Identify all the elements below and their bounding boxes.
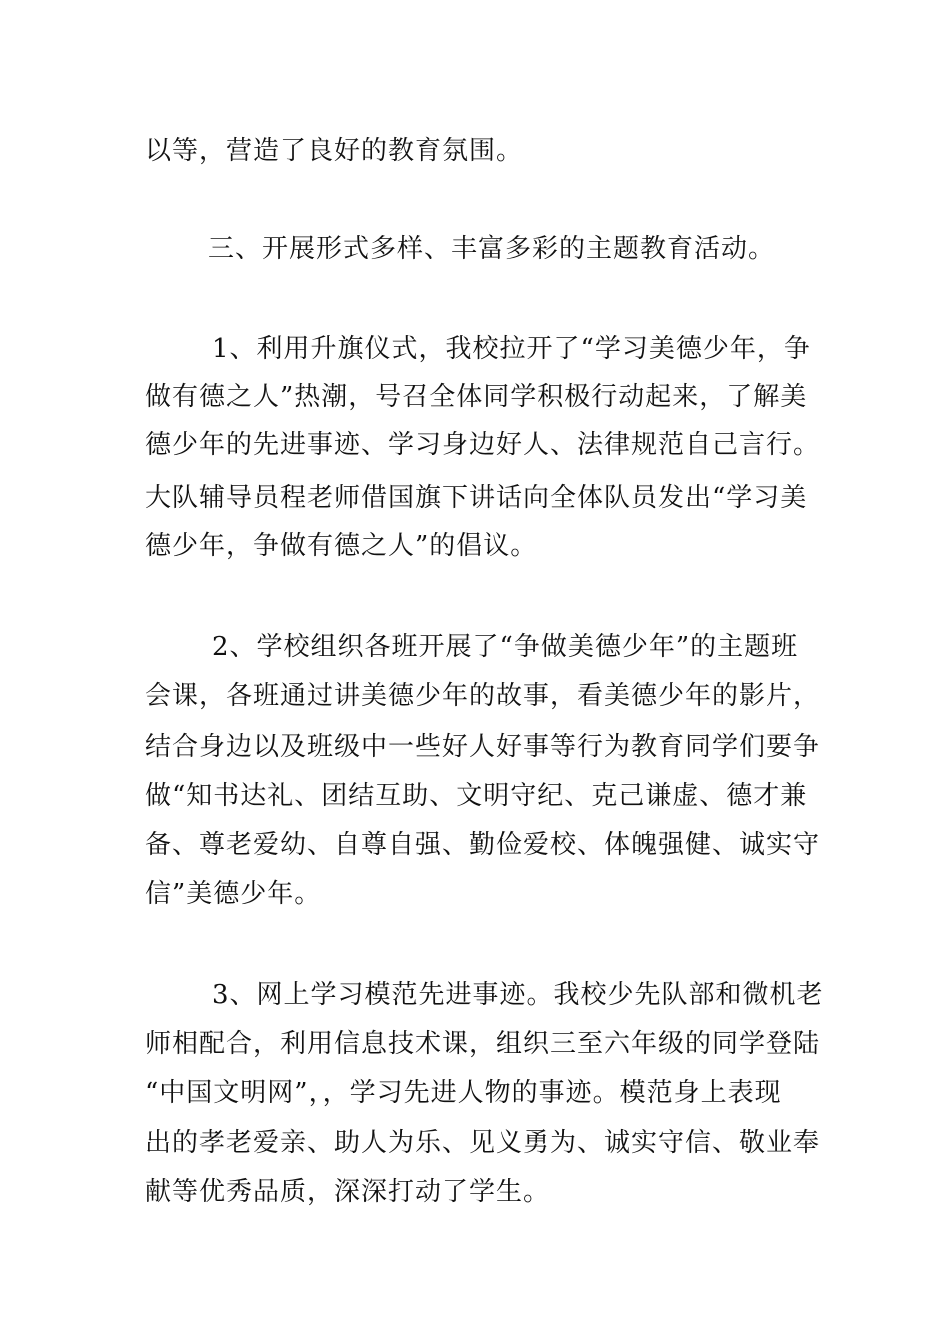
paragraph-line: 大队辅导员程老师借国旗下讲话向全体队员发出“学习美 — [145, 483, 808, 513]
paragraph-line: 师相配合，利用信息技术课，组织三至六年级的同学登陆 — [145, 1029, 821, 1059]
paragraph-line: 2、学校组织各班开展了“争做美德少年”的主题班 — [212, 632, 799, 662]
paragraph-line: 以等，营造了良好的教育氛围。 — [145, 136, 524, 166]
paragraph-line: “中国文明网”，，学习先进人物的事迹。模范身上表现 — [145, 1078, 782, 1108]
paragraph-line: 做有德之人”热潮，号召全体同学积极行动起来，了解美 — [145, 382, 808, 412]
paragraph-line: 会课，各班通过讲美德少年的故事，看美德少年的影片， — [145, 681, 821, 711]
section-heading: 三、开展形式多样、丰富多彩的主题教育活动。 — [208, 234, 776, 264]
paragraph-line: 信”美德少年。 — [145, 879, 322, 909]
paragraph-line: 献等优秀品质，深深打动了学生。 — [145, 1177, 551, 1207]
paragraph-line: 1、利用升旗仪式，我校拉开了“学习美德少年，争 — [212, 334, 811, 364]
paragraph-line: 结合身边以及班级中一些好人好事等行为教育同学们要争 — [145, 732, 821, 762]
paragraph-line: 德少年的先进事迹、学习身边好人、法律规范自己言行。 — [145, 430, 821, 460]
paragraph-line: 德少年，争做有德之人”的倡议。 — [145, 531, 538, 561]
paragraph-line: 出的孝老爱亲、助人为乐、见义勇为、诚实守信、敬业奉 — [145, 1128, 821, 1158]
paragraph-line: 做“知书达礼、团结互助、文明守纪、克己谦虚、德才兼 — [145, 781, 808, 811]
paragraph-line: 3、网上学习模范先进事迹。我校少先队部和微机老 — [212, 980, 824, 1010]
paragraph-line: 备、尊老爱幼、自尊自强、勤俭爱校、体魄强健、诚实守 — [145, 830, 821, 860]
